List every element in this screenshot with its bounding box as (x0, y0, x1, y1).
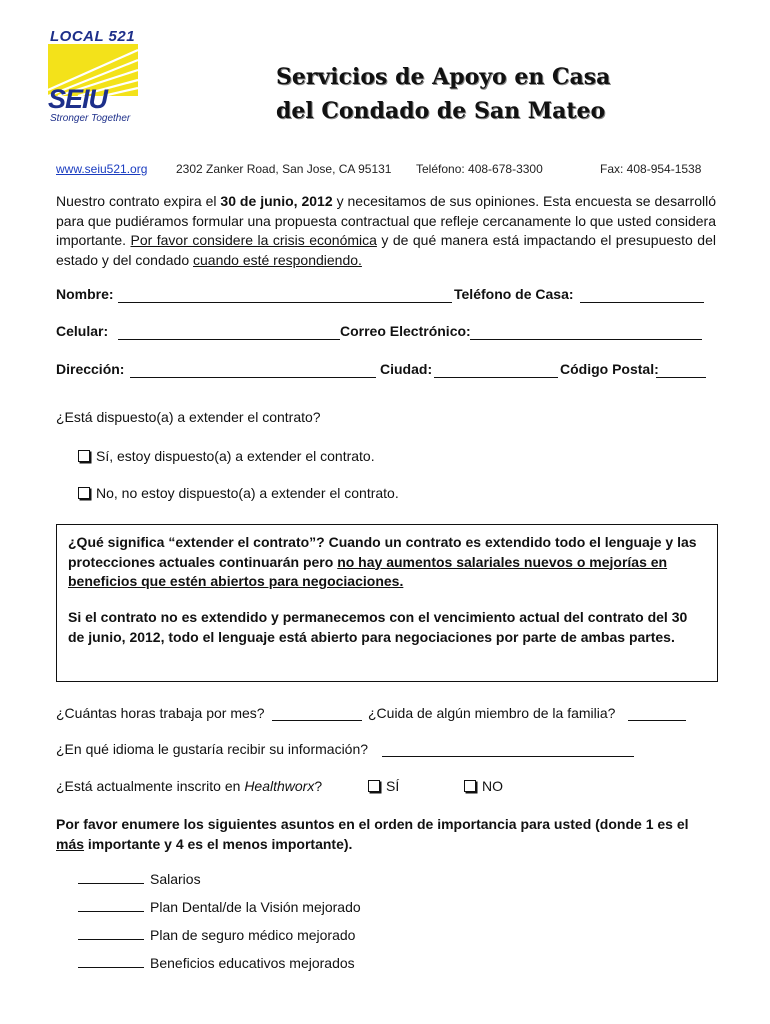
extend-yes-label: Sí, estoy dispuesto(a) a extender el contrato. (96, 448, 375, 464)
healthworx-question (56, 778, 322, 794)
ciudad-input[interactable] (434, 363, 558, 378)
celular-label: Celular: (56, 323, 109, 339)
family-input[interactable] (628, 706, 686, 721)
info-box-underline: no hay aumentos salariales nuevos o mejorías en beneficios que estén abiertos para negociaciones. (68, 553, 668, 589)
ranking-item[interactable] (78, 871, 201, 887)
ranking-item[interactable] (78, 955, 355, 971)
extend-question: ¿Está dispuesto(a) a extender el contrato? (56, 409, 321, 425)
ranking-label: Salarios (150, 871, 201, 887)
direccion-label: Dirección: (56, 361, 125, 377)
correo-input[interactable] (470, 325, 702, 340)
nombre-input[interactable] (118, 288, 452, 303)
intro-underline-2: cuando esté respondiendo. (193, 251, 362, 268)
ranking-text-a: Por favor enumere los siguientes asuntos en el orden de importancia para usted (donde 1 es el (56, 816, 689, 832)
ranking-input[interactable] (78, 871, 144, 884)
checkbox-icon[interactable] (368, 780, 380, 792)
document-title (276, 60, 610, 128)
healthworx-no-option[interactable] (464, 778, 503, 794)
fax-text: Fax: 408-954-1538 (600, 162, 702, 176)
ranking-underline: más (56, 835, 85, 852)
ranking-input[interactable] (78, 899, 144, 912)
language-question: ¿En qué idioma le gustaría recibir su información? (56, 741, 369, 757)
title-line-1: Servicios de Apoyo en Casa (276, 64, 611, 90)
hours-question: ¿Cuántas horas trabaja por mes? (56, 705, 265, 721)
family-question: ¿Cuida de algún miembro de la familia? (368, 705, 616, 721)
ranking-label: Plan de seguro médico mejorado (150, 927, 356, 943)
logo-seiu-text: SEIU (48, 84, 108, 114)
logo-local-text: LOCAL 521 (50, 28, 136, 45)
ranking-input[interactable] (78, 927, 144, 940)
nombre-label: Nombre: (56, 286, 114, 302)
intro-text-1: Nuestro contrato expira el (56, 193, 221, 209)
intro-paragraph (56, 192, 716, 270)
si-label: SÍ (386, 778, 400, 794)
no-label: NO (482, 778, 503, 794)
checkbox-icon[interactable] (78, 487, 90, 499)
postal-label: Código Postal: (560, 361, 659, 377)
healthworx-text-c: ? (314, 778, 323, 794)
postal-input[interactable] (656, 363, 706, 378)
info-box-paragraph-1 (68, 533, 704, 592)
ranking-label: Beneficios educativos mejorados (150, 955, 355, 971)
extend-yes-option[interactable] (78, 448, 375, 464)
celular-input[interactable] (118, 325, 340, 340)
ranking-label: Plan Dental/de la Visión mejorado (150, 899, 361, 915)
telefono-input[interactable] (580, 288, 704, 303)
info-box-text-1: ¿Qué significa “extender el contrato”? Cuando un contrato es extendido todo el lenguaje y las protecciones actuales continuarán pero (68, 534, 697, 570)
telefono-label: Teléfono de Casa: (454, 286, 574, 302)
language-input[interactable] (382, 742, 634, 757)
intro-text-2: y necesitamos de sus opiniones. Esta encuesta se desarrolló para que pudiéramos formular una propuesta contractual que refleje cercanamente lo que usted considera importante. (56, 193, 716, 248)
logo-tagline: Stronger Together (50, 113, 131, 124)
ranking-item[interactable] (78, 927, 355, 943)
healthworx-name: Healthworx (244, 778, 315, 794)
direccion-input[interactable] (130, 363, 376, 378)
phone-text: Teléfono: 408-678-3300 (416, 162, 543, 176)
ciudad-label: Ciudad: (380, 361, 433, 377)
address-text: 2302 Zanker Road, San Jose, CA 95131 (176, 162, 392, 176)
ranking-input[interactable] (78, 955, 144, 968)
checkbox-icon[interactable] (78, 450, 90, 462)
ranking-text-b: importante y 4 es el menos importante). (84, 835, 353, 852)
intro-underline-1: Por favor considere la crisis económica (130, 232, 377, 248)
hours-input[interactable] (272, 706, 362, 721)
intro-text-3: y de qué manera está impactando el presupuesto del estado y del condado (56, 232, 716, 268)
checkbox-icon[interactable] (464, 780, 476, 792)
intro-date: 30 de junio, 2012 (220, 193, 333, 209)
extend-no-label: No, no estoy dispuesto(a) a extender el contrato. (96, 485, 399, 501)
healthworx-text-a: ¿Está actualmente inscrito en (56, 778, 245, 794)
info-box-paragraph-2: Si el contrato no es extendido y permanecemos con el vencimiento actual del contrato del 30 de junio, 2012, todo el lenguaje está abierto para negociaciones por parte de ambas partes. (68, 609, 688, 645)
healthworx-si-option[interactable] (368, 778, 399, 794)
ranking-item[interactable] (78, 899, 361, 915)
website-link[interactable]: www.seiu521.org (56, 162, 148, 176)
correo-label: Correo Electrónico: (340, 323, 471, 339)
title-line-2: del Condado de San Mateo (276, 98, 606, 124)
extend-no-option[interactable] (78, 485, 399, 501)
ranking-instruction (56, 815, 718, 854)
